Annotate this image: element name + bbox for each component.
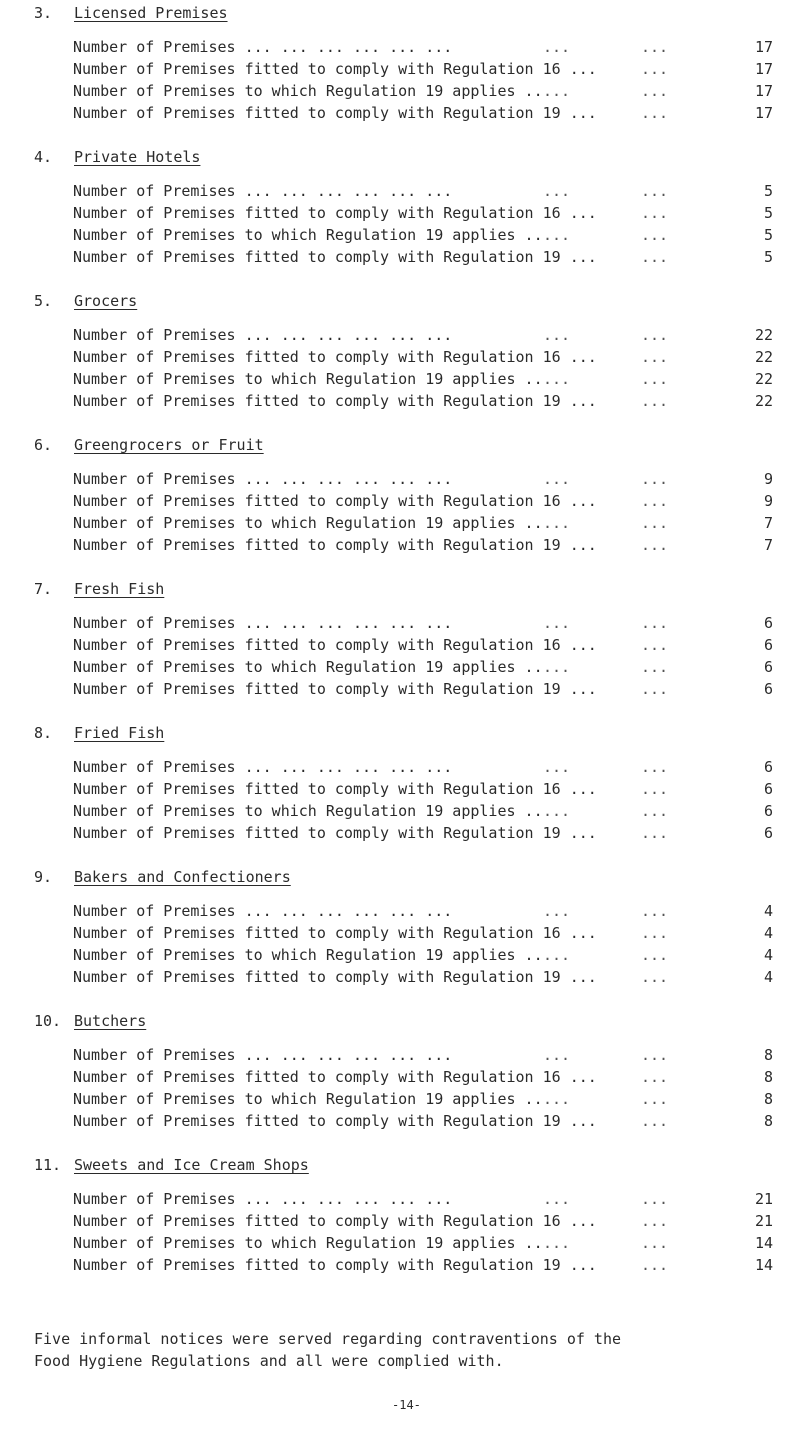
section-heading (34, 292, 137, 310)
list-item: Number of Premises to which Regulation 19 applies .. ... ... 22 (73, 370, 773, 388)
list-item: Number of Premises fitted to comply with Regulation 16 ... ... 9 (73, 492, 773, 510)
list-item: Number of Premises to which Regulation 19 applies .. ... ... 7 (73, 514, 773, 532)
closing-line-1: Five informal notices were served regarding contraventions of the (34, 1330, 621, 1348)
list-item: Number of Premises ... ... ... ... ... ... ... ... 6 (73, 758, 773, 776)
closing-paragraph (34, 1328, 621, 1372)
section-number: 11. (34, 1156, 62, 1174)
list-item: Number of Premises fitted to comply with Regulation 16 ... ... 17 (73, 60, 773, 78)
list-item: Number of Premises fitted to comply with Regulation 16 ... ... 5 (73, 204, 773, 222)
closing-line-2: Food Hygiene Regulations and all were complied with. (34, 1352, 504, 1370)
list-item: Number of Premises fitted to comply with Regulation 16 ... ... 6 (73, 636, 773, 654)
list-item: Number of Premises fitted to comply with Regulation 16 ... ... 22 (73, 348, 773, 366)
list-item: Number of Premises to which Regulation 19 applies .. ... ... 14 (73, 1234, 773, 1252)
list-item: Number of Premises to which Regulation 19 applies .. ... ... 8 (73, 1090, 773, 1108)
section-title: Fried Fish (74, 724, 165, 742)
list-item: Number of Premises ... ... ... ... ... ... ... ... 5 (73, 182, 773, 200)
section-heading (34, 580, 164, 598)
list-item: Number of Premises fitted to comply with Regulation 19 ... ... 7 (73, 536, 773, 554)
list-item: Number of Premises to which Regulation 19 applies .. ... ... 6 (73, 658, 773, 676)
section-title: Butchers (74, 1012, 147, 1030)
section-heading (34, 148, 200, 166)
section-heading (34, 1156, 309, 1174)
list-item: Number of Premises fitted to comply with Regulation 19 ... ... 17 (73, 104, 773, 122)
section-title: Private Hotels (74, 148, 201, 166)
section-title: Fresh Fish (74, 580, 165, 598)
list-item: Number of Premises ... ... ... ... ... ... ... ... 6 (73, 614, 773, 632)
section-number: 9. (34, 868, 53, 886)
section-title: Grocers (74, 292, 138, 310)
list-item: Number of Premises fitted to comply with Regulation 19 ... ... 14 (73, 1256, 773, 1274)
list-item: Number of Premises to which Regulation 19 applies .. ... ... 6 (73, 802, 773, 820)
section-number: 4. (34, 148, 53, 166)
section-title: Sweets and Ice Cream Shops (74, 1156, 309, 1174)
list-item: Number of Premises fitted to comply with Regulation 19 ... ... 22 (73, 392, 773, 410)
section-title: Bakers and Confectioners (74, 868, 291, 886)
list-item: Number of Premises ... ... ... ... ... ... ... ... 21 (73, 1190, 773, 1208)
list-item: Number of Premises ... ... ... ... ... ... ... ... 22 (73, 326, 773, 344)
list-item: Number of Premises fitted to comply with Regulation 16 ... ... 4 (73, 924, 773, 942)
list-item: Number of Premises to which Regulation 19 applies .. ... ... 17 (73, 82, 773, 100)
section-heading (34, 724, 164, 742)
section-number: 5. (34, 292, 53, 310)
section-heading (34, 1012, 146, 1030)
section-title: Licensed Premises (74, 4, 228, 22)
section-number: 3. (34, 4, 53, 22)
list-item: Number of Premises fitted to comply with Regulation 19 ... ... 8 (73, 1112, 773, 1130)
list-item: Number of Premises fitted to comply with Regulation 16 ... ... 8 (73, 1068, 773, 1086)
section-number: 10. (34, 1012, 62, 1030)
list-item: Number of Premises fitted to comply with Regulation 19 ... ... 6 (73, 680, 773, 698)
list-item: Number of Premises fitted to comply with Regulation 19 ... ... 5 (73, 248, 773, 266)
list-item: Number of Premises to which Regulation 19 applies .. ... ... 5 (73, 226, 773, 244)
list-item: Number of Premises ... ... ... ... ... ... ... ... 9 (73, 470, 773, 488)
list-item: Number of Premises ... ... ... ... ... ... ... ... 8 (73, 1046, 773, 1064)
section-number: 6. (34, 436, 53, 454)
section-heading (34, 868, 291, 886)
list-item: Number of Premises ... ... ... ... ... ... ... ... 4 (73, 902, 773, 920)
list-item: Number of Premises fitted to comply with Regulation 19 ... ... 4 (73, 968, 773, 986)
section-heading (34, 4, 228, 22)
list-item: Number of Premises fitted to comply with Regulation 16 ... ... 21 (73, 1212, 773, 1230)
list-item: Number of Premises ... ... ... ... ... ... ... ... 17 (73, 38, 773, 56)
section-number: 7. (34, 580, 53, 598)
list-item: Number of Premises fitted to comply with Regulation 16 ... ... 6 (73, 780, 773, 798)
list-item: Number of Premises to which Regulation 19 applies .. ... ... 4 (73, 946, 773, 964)
section-title: Greengrocers or Fruit (74, 436, 264, 454)
section-heading (34, 436, 264, 454)
page-number: -14- (392, 1398, 421, 1412)
list-item: Number of Premises fitted to comply with Regulation 19 ... ... 6 (73, 824, 773, 842)
section-number: 8. (34, 724, 53, 742)
